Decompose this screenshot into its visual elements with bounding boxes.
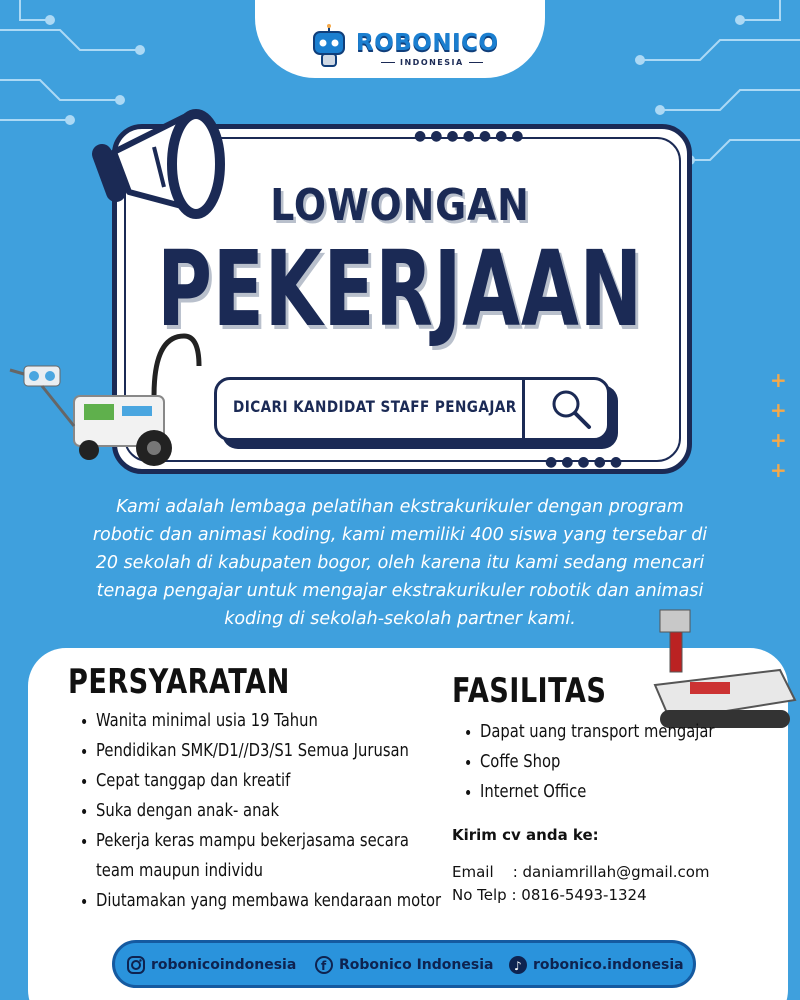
brand-name: ROBONICO: [356, 30, 499, 56]
tiktok-icon: [508, 955, 528, 975]
brand-subtitle: INDONESIA: [376, 58, 488, 67]
tiktok-handle: robonico.indonesia: [533, 957, 684, 973]
instagram-handle: robonicoindonesia: [151, 957, 297, 973]
magnifier-icon: [548, 386, 594, 432]
list-item: • Dapat uang transport mengajar: [480, 717, 726, 747]
list-item: • Diutamakan yang membawa kendaraan motor: [96, 886, 375, 916]
facebook-handle: Robonico Indonesia: [339, 957, 494, 973]
search-divider: [522, 380, 525, 438]
list-item: • Pendidikan SMK/D1//D3/S1 Semua Jurusan: [96, 736, 375, 766]
plus-decoration: +: [770, 458, 787, 482]
facebook-link[interactable]: [314, 955, 493, 975]
svg-text:f: f: [321, 959, 327, 973]
instagram-icon: [126, 955, 146, 975]
phone-line[interactable]: No Telp : 0816-5493-1324: [452, 886, 647, 904]
facilities-list: [458, 717, 780, 807]
search-bar-text: DICARI KANDIDAT STAFF PENGAJAR: [233, 397, 517, 416]
list-item: • Cepat tanggap dan kreatif: [96, 766, 375, 796]
instagram-link[interactable]: [126, 955, 296, 975]
dots-decoration-bottom: ●●●●●: [545, 454, 627, 470]
lego-robot-car-image: [4, 326, 204, 476]
plus-decoration: +: [770, 398, 787, 422]
tiktok-link[interactable]: [508, 955, 684, 975]
list-item: • Internet Office: [480, 777, 726, 807]
requirements-list: [74, 706, 442, 916]
plus-decoration: +: [770, 368, 787, 392]
svg-text:♪: ♪: [514, 959, 522, 973]
facilities-title: FASILITAS: [452, 671, 607, 711]
dots-decoration-top: ●●●●●●●: [414, 128, 528, 144]
robot-logo-icon: [306, 24, 352, 70]
headline-line1: LOWONGAN: [270, 180, 530, 231]
plus-decoration: +: [770, 428, 787, 452]
email-line[interactable]: Email : daniamrillah@gmail.com: [452, 863, 710, 881]
contact-details: [452, 861, 710, 907]
contact-heading: Kirim cv anda ke:: [452, 826, 599, 844]
list-item-continuation: team maupun individu: [96, 860, 264, 881]
headline-line2: PEKERJAAN: [157, 228, 643, 350]
list-item: • Pekerja keras mampu bekerjasama secara: [96, 826, 375, 856]
facebook-icon: [314, 955, 334, 975]
requirements-title: PERSYARATAN: [68, 662, 290, 702]
intro-paragraph: Kami adalah lembaga pelatihan ekstrakurikuler dengan program robotic dan animasi koding, kami memiliki 400 siswa yang tersebar di 20 sekolah di kabupaten bogor, oleh karena itu kami sedang mencari tenaga pengajar untuk mengajar ekstrakurikuler robotik dan animasi koding di sekolah-sekolah partner kami.: [92, 497, 708, 629]
list-item: • Wanita minimal usia 19 Tahun: [96, 706, 375, 736]
list-item: • Suka dengan anak- anak: [96, 796, 375, 826]
list-item: • Coffe Shop: [480, 747, 726, 777]
